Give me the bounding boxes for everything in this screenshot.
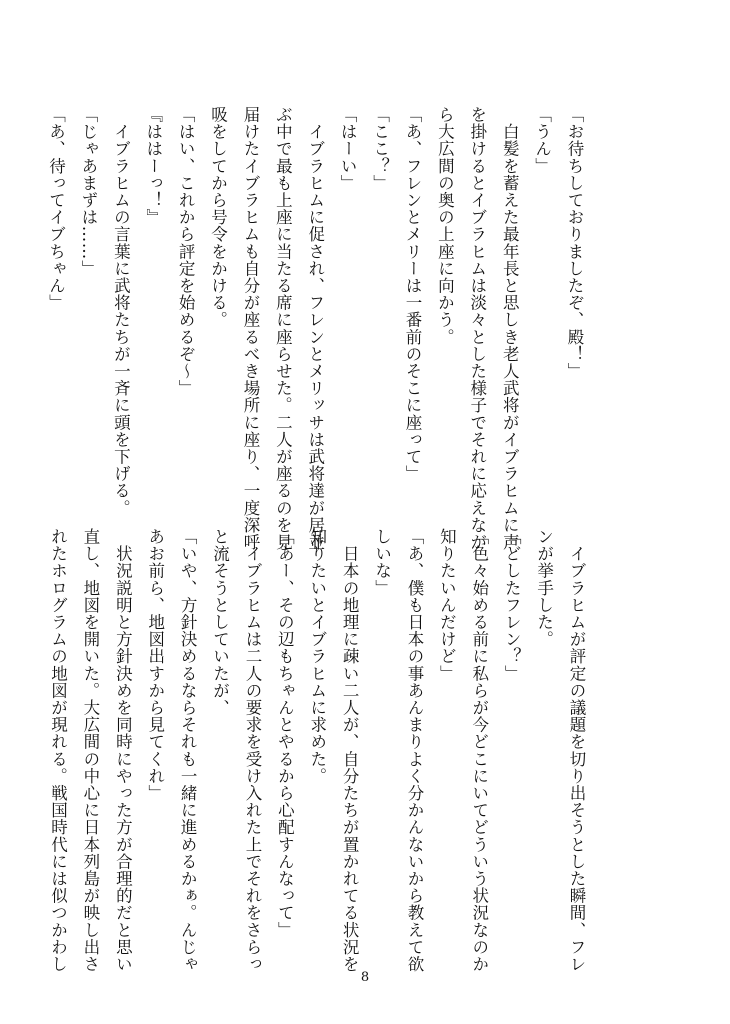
text-line: あお前ら、地図出すから見てくれ」: [145, 528, 165, 802]
text-line: 『ははーっ！』: [143, 106, 163, 226]
text-line: 「じゃあまずは……」: [78, 106, 98, 277]
page-number: 8: [360, 970, 370, 985]
text-line: イブラヒムの言葉に武将たちが一斉に頭を下げる。: [111, 106, 131, 517]
text-line: イブラヒムが評定の議題を切り出そうとした瞬間、フレ: [567, 528, 586, 973]
text-line: 「あ、僕も日本の事あんまりよく分かんないから教えて欲: [404, 528, 424, 973]
text-line: 「お待ちしておりましたぞ、殿！」: [565, 106, 584, 380]
text-line: 「はーい」: [338, 106, 358, 192]
text-line: れたホログラムの地図が現れる。戦国時代には似つかわし: [48, 528, 68, 973]
text-line: 知りたいんだけど」: [437, 528, 457, 682]
text-line: 「色々始める前に私らが今どこにいてどういう状況なのか: [469, 528, 489, 973]
text-line: 「あー、その辺もちゃんとやるから心配すんなって」: [275, 528, 295, 939]
text-line: 状況説明と方針決めを同時にやった方が合理的だと思い: [113, 528, 133, 973]
text-line: ンが挙手した。: [534, 528, 554, 648]
text-line: と流そうとしていたが、: [210, 528, 230, 717]
text-line: 吸をしてから号令をかける。: [208, 106, 228, 329]
lower-text-block: [41, 528, 592, 973]
text-line: 「どしたフレン？」: [502, 528, 522, 682]
text-line: 「うん」: [532, 106, 552, 175]
text-line: しいな」: [372, 528, 392, 597]
text-line: 「あ、待ってイブちゃん」: [46, 106, 66, 312]
text-line: ぶ中で最も上座に当たる席に座らせた。二人が座るのを見: [273, 106, 293, 551]
text-line: 知りたいとイブラヒムに求めた。: [307, 528, 327, 785]
text-line: 届けたイブラヒムも自分が座るべき場所に座り、一度深呼: [240, 106, 260, 551]
text-line: 「はい、これから評定を始めるぞ～」: [176, 106, 196, 397]
text-line: ら大広間の奥の上座に向かう。: [435, 106, 455, 346]
upper-text-block: [39, 106, 590, 551]
text-line: 直し、地図を開いた。大広間の中心に日本列島が映し出さ: [80, 528, 100, 973]
text-line: 白髪を蓄えた最年長と思しき老人武将がイブラヒムに声: [500, 106, 520, 551]
text-line: 「いや、方針決めるならそれも一緒に進めるかぁ。んじゃ: [178, 528, 198, 973]
text-line: 「ここ？」: [370, 106, 390, 192]
text-line: 「あ、フレンとメリーは一番前のそこに座って」: [402, 106, 422, 483]
text-line: を掛けるとイブラヒムは淡々とした様子でそれに応えなが: [467, 106, 487, 551]
text-line: イブラヒムに促され、フレンとメリッサは武将達が居並: [305, 106, 325, 551]
text-line: 日本の地理に疎い二人が、自分たちが置かれてる状況を: [340, 528, 360, 973]
text-line: イブラヒムは二人の要求を受け入れた上でそれをさらっ: [242, 528, 262, 973]
